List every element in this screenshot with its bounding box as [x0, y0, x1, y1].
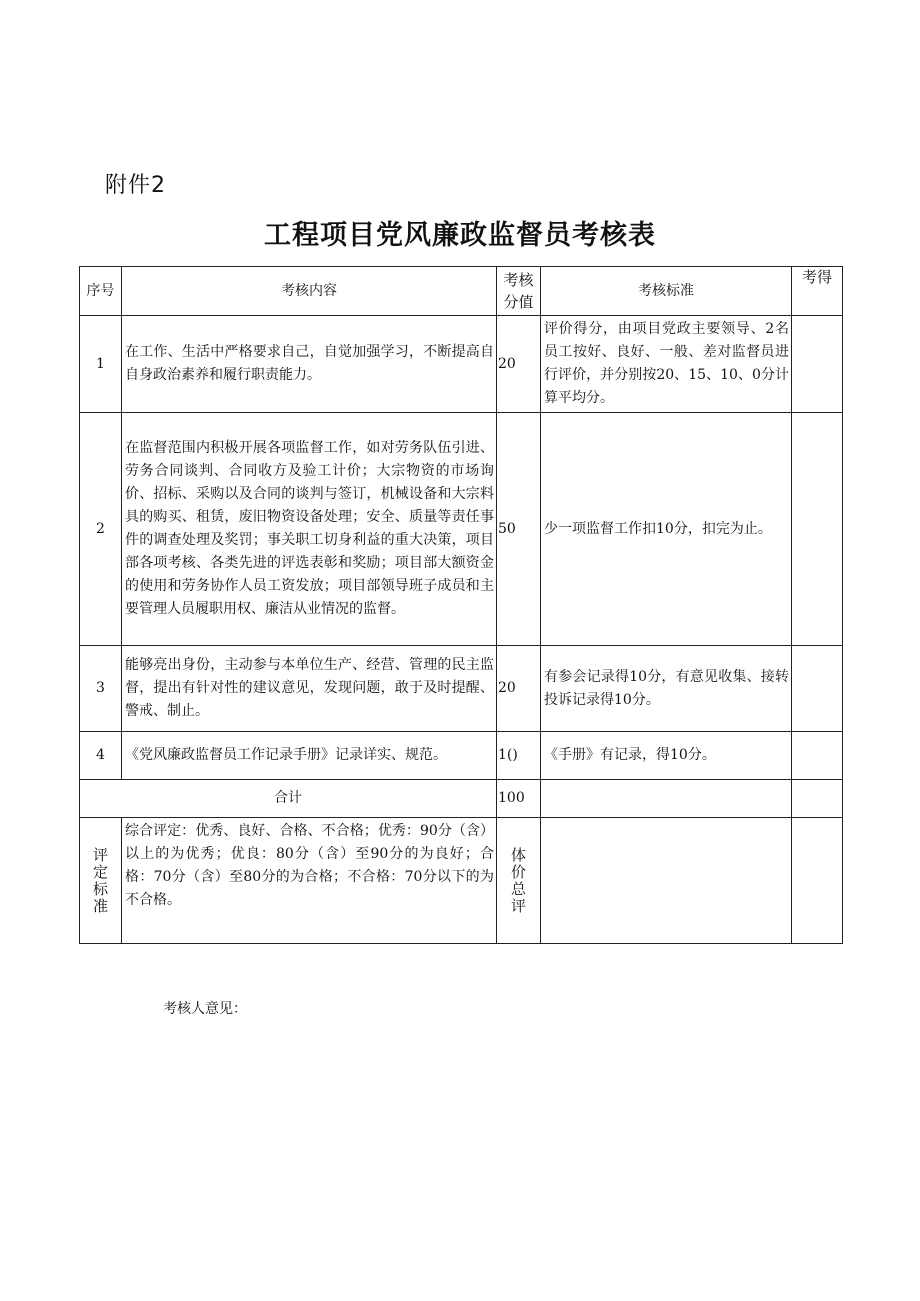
total-score: 100: [497, 780, 541, 818]
row-standard: 有参会记录得10分，有意见收集、接转投诉记录得10分。: [541, 646, 792, 732]
overall-value: [541, 818, 792, 944]
header-seq: 序号: [80, 267, 122, 316]
reviewer-opinion-label: 考核人意见：: [163, 1001, 247, 1017]
assessment-table: [79, 266, 843, 944]
row-seq: 1: [80, 316, 122, 413]
attachment-label: 附件2: [105, 173, 166, 198]
table-row: [80, 732, 843, 780]
overall-label: 体价总评: [510, 845, 526, 915]
header-score: 考核分值: [497, 267, 541, 316]
document-title: 工程项目党风廉政监督员考核表: [264, 220, 656, 251]
table-row: [80, 413, 843, 646]
overall-label-cell: [497, 818, 541, 944]
evaluation-result: [792, 818, 843, 944]
row-seq: 4: [80, 732, 122, 780]
row-result: [792, 413, 843, 646]
row-score: 50: [497, 413, 541, 646]
row-standard: 少一项监督工作扣10分，扣完为止。: [541, 413, 792, 646]
row-score: 1(): [497, 732, 541, 780]
row-content: 《党风廉政监督员工作记录手册》记录详实、规范。: [122, 732, 497, 780]
table-row: [80, 316, 843, 413]
evaluation-row: [80, 818, 843, 944]
row-result: [792, 316, 843, 413]
row-result: [792, 732, 843, 780]
total-label: 合计: [80, 780, 497, 818]
total-standard: [541, 780, 792, 818]
evaluation-label-cell: [80, 818, 122, 944]
row-standard: 评价得分，由项目党政主要领导、2名员工按好、良好、一般、差对监督员进行评价，并分别按20、15、10、0分计算平均分。: [541, 316, 792, 413]
evaluation-text: 综合评定：优秀、良好、合格、不合格；优秀：90分（含）以上的为优秀；优良：80分（含）至90分的为良好；合格：70分（含）至80分的为合格；不合格：70分以下的为不合格。: [122, 818, 497, 944]
row-result: [792, 646, 843, 732]
row-seq: 3: [80, 646, 122, 732]
table-header-row: [80, 267, 843, 316]
header-content: 考核内容: [122, 267, 497, 316]
evaluation-label: 评定标准: [92, 845, 108, 915]
total-row: [80, 780, 843, 818]
row-score: 20: [497, 316, 541, 413]
row-content: 在工作、生活中严格要求自己，自觉加强学习，不断提高自自身政治素养和履行职责能力。: [122, 316, 497, 413]
total-result: [792, 780, 843, 818]
header-standard: 考核标准: [541, 267, 792, 316]
header-result: 考得: [792, 267, 843, 316]
table-row: [80, 646, 843, 732]
row-content: 能够亮出身份，主动参与本单位生产、经营、管理的民主监督，提出有针对性的建议意见，发现问题，敢于及时提醒、警戒、制止。: [122, 646, 497, 732]
row-content: 在监督范围内积极开展各项监督工作，如对劳务队伍引进、劳务合同谈判、合同收方及验工计价；大宗物资的市场询价、招标、采购以及合同的谈判与签订，机械设备和大宗料具的购买、租赁，废旧物资设备处理；安全、质量等责任事件的调查处理及奖罚；事关职工切身利益的重大决策，项目部各项考核、各类先进的评选表彰和奖励；项目部大额资金的使用和劳务协作人员工资发放；项目部领导班子成员和主要管理人员履职用权、廉洁从业情况的监督。: [122, 413, 497, 646]
row-score: 20: [497, 646, 541, 732]
row-seq: 2: [80, 413, 122, 646]
row-standard: 《手册》有记录，得10分。: [541, 732, 792, 780]
